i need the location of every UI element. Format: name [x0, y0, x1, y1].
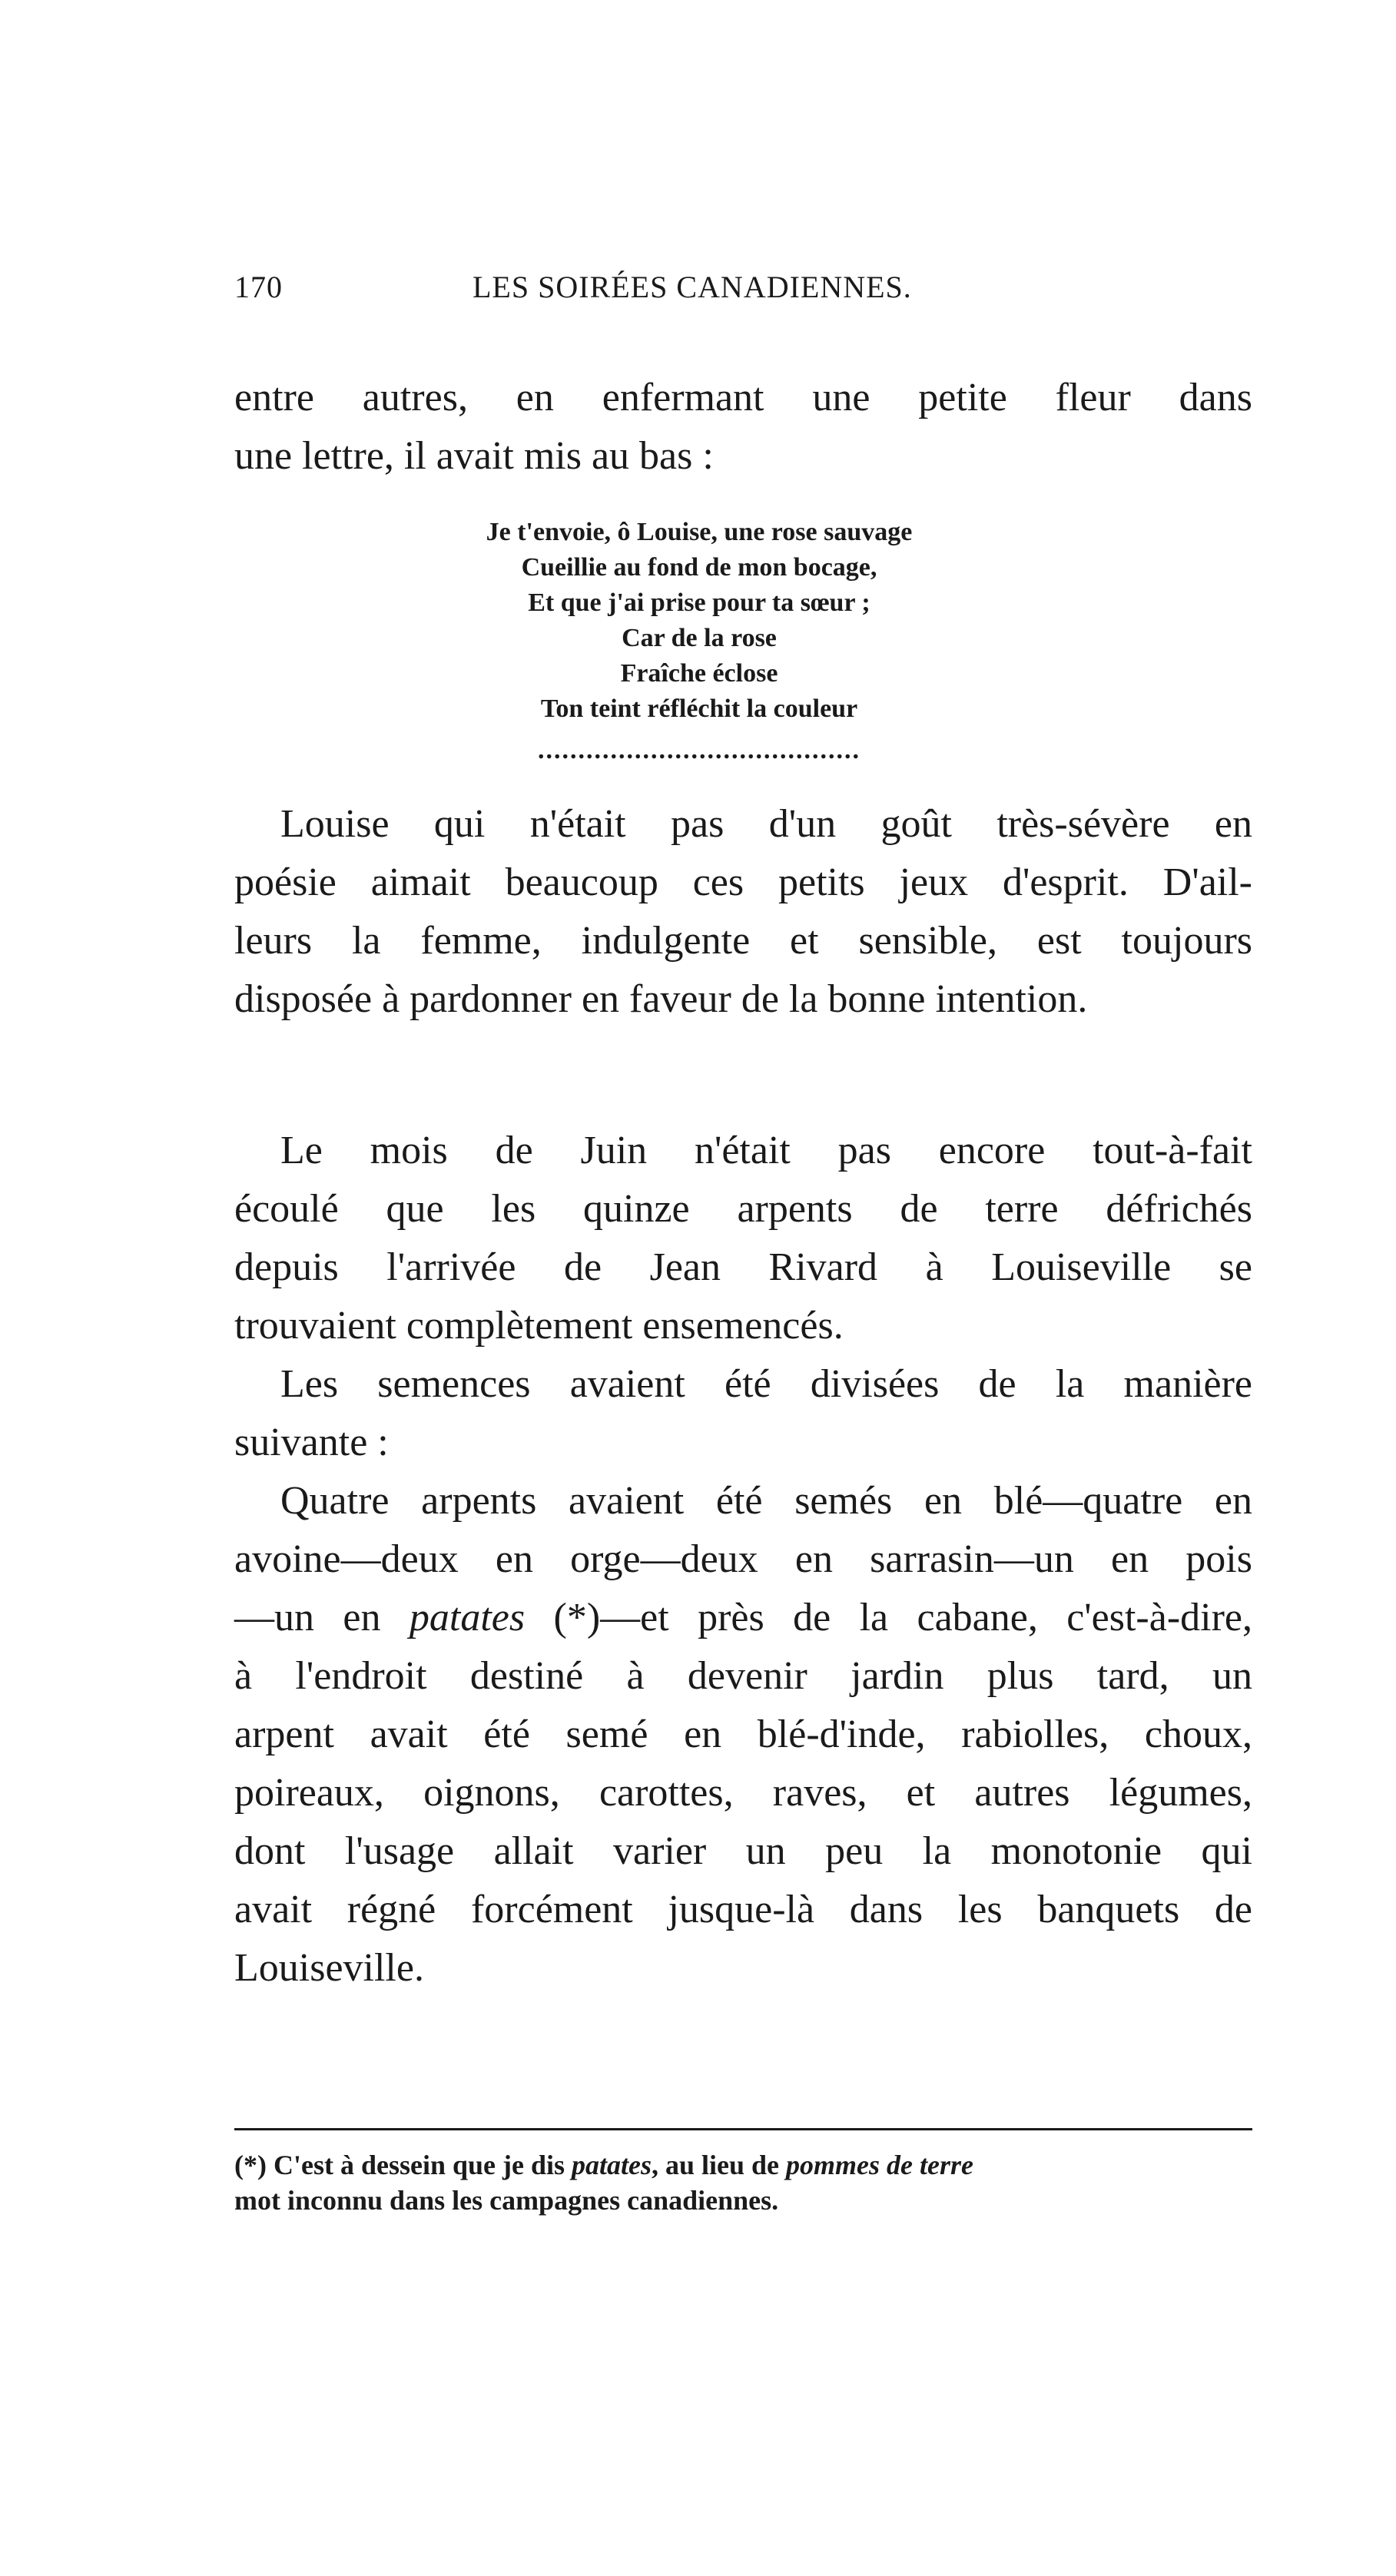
- text-line: Louiseville.: [234, 1946, 424, 1990]
- paragraph-semences: [234, 1355, 1252, 1472]
- italic-word: patates: [409, 1596, 526, 1639]
- text-line: Le mois de Juin n'était pas encore tout-à-fait: [280, 1129, 1252, 1172]
- running-title: LES SOIRÉES CANADIENNES.: [473, 270, 912, 304]
- footnote-text: (*) C'est à dessein que je dis: [234, 2150, 572, 2180]
- poem-verse: Et que j'ai prise pour ta sœur ;: [528, 588, 870, 617]
- footnote-text: , au lieu de: [652, 2150, 787, 2180]
- text-fragment: (*)—et près de la cabane, c'est-à-dire,: [525, 1596, 1252, 1639]
- footnote-line: [234, 2147, 1252, 2183]
- paragraph-intro: [234, 369, 1252, 486]
- text-line: avait régné forcément jusque-là dans les banquets de: [234, 1888, 1252, 1931]
- text-line: avoine—deux en orge—deux en sarrasin—un en pois: [234, 1537, 1252, 1581]
- paragraph-louise: [234, 795, 1252, 1029]
- text-line: depuis l'arrivée de Jean Rivard à Louiseville se: [234, 1245, 1252, 1289]
- text-line: suivante :: [234, 1421, 389, 1464]
- footnote-divider: [234, 2128, 1252, 2130]
- text-line: une lettre, il avait mis au bas :: [234, 434, 714, 478]
- text-line: Louise qui n'était pas d'un goût très-sévère en: [280, 802, 1252, 846]
- page-number: 170: [234, 270, 283, 304]
- poem-verse: Ton teint réfléchit la couleur: [540, 695, 858, 723]
- page-header: [234, 269, 1179, 315]
- text-line: écoulé que les quinze arpents de terre défrichés: [234, 1187, 1252, 1231]
- paragraph-arpents: [234, 1472, 1252, 1997]
- poem-ellipsis: ........................................: [538, 736, 860, 764]
- poem-verse: Je t'envoie, ô Louise, une rose sauvage: [486, 518, 913, 546]
- text-line: leurs la femme, indulgente et sensible, est toujours: [234, 919, 1252, 963]
- poem-verse: Fraîche éclose: [620, 659, 778, 688]
- text-line: Les semences avaient été divisées de la manière: [280, 1362, 1252, 1406]
- footnote: [234, 2147, 1252, 2218]
- paragraph-juin: [234, 1122, 1252, 1355]
- text-line: entre autres, en enfermant une petite fleur dans: [234, 376, 1252, 419]
- text-fragment: —un en: [234, 1596, 410, 1639]
- text-line: arpent avait été semé en blé-d'inde, rabiolles, choux,: [234, 1712, 1252, 1756]
- poem-verse: Cueillie au fond de mon bocage,: [521, 553, 877, 582]
- text-line: dont l'usage allait varier un peu la monotonie qui: [234, 1829, 1252, 1873]
- footnote-line: mot inconnu dans les campagnes canadiennes.: [234, 2185, 779, 2216]
- footnote-italic: pommes de terre: [786, 2150, 973, 2180]
- text-line: poésie aimait beaucoup ces petits jeux d'esprit. D'ail-: [234, 860, 1252, 904]
- text-line: trouvaient complètement ensemencés.: [234, 1304, 844, 1348]
- text-line-with-italic: [234, 1589, 1252, 1647]
- footnote-italic: patates: [572, 2150, 652, 2180]
- text-line: disposée à pardonner en faveur de la bonne intention.: [234, 977, 1088, 1021]
- poem-verse: Car de la rose: [622, 624, 777, 652]
- text-line: poireaux, oignons, carottes, raves, et autres légumes,: [234, 1771, 1252, 1815]
- text-line: à l'endroit destiné à devenir jardin plus tard, un: [234, 1654, 1252, 1698]
- text-line: Quatre arpents avaient été semés en blé—quatre en: [280, 1479, 1252, 1523]
- poem: [384, 515, 1014, 768]
